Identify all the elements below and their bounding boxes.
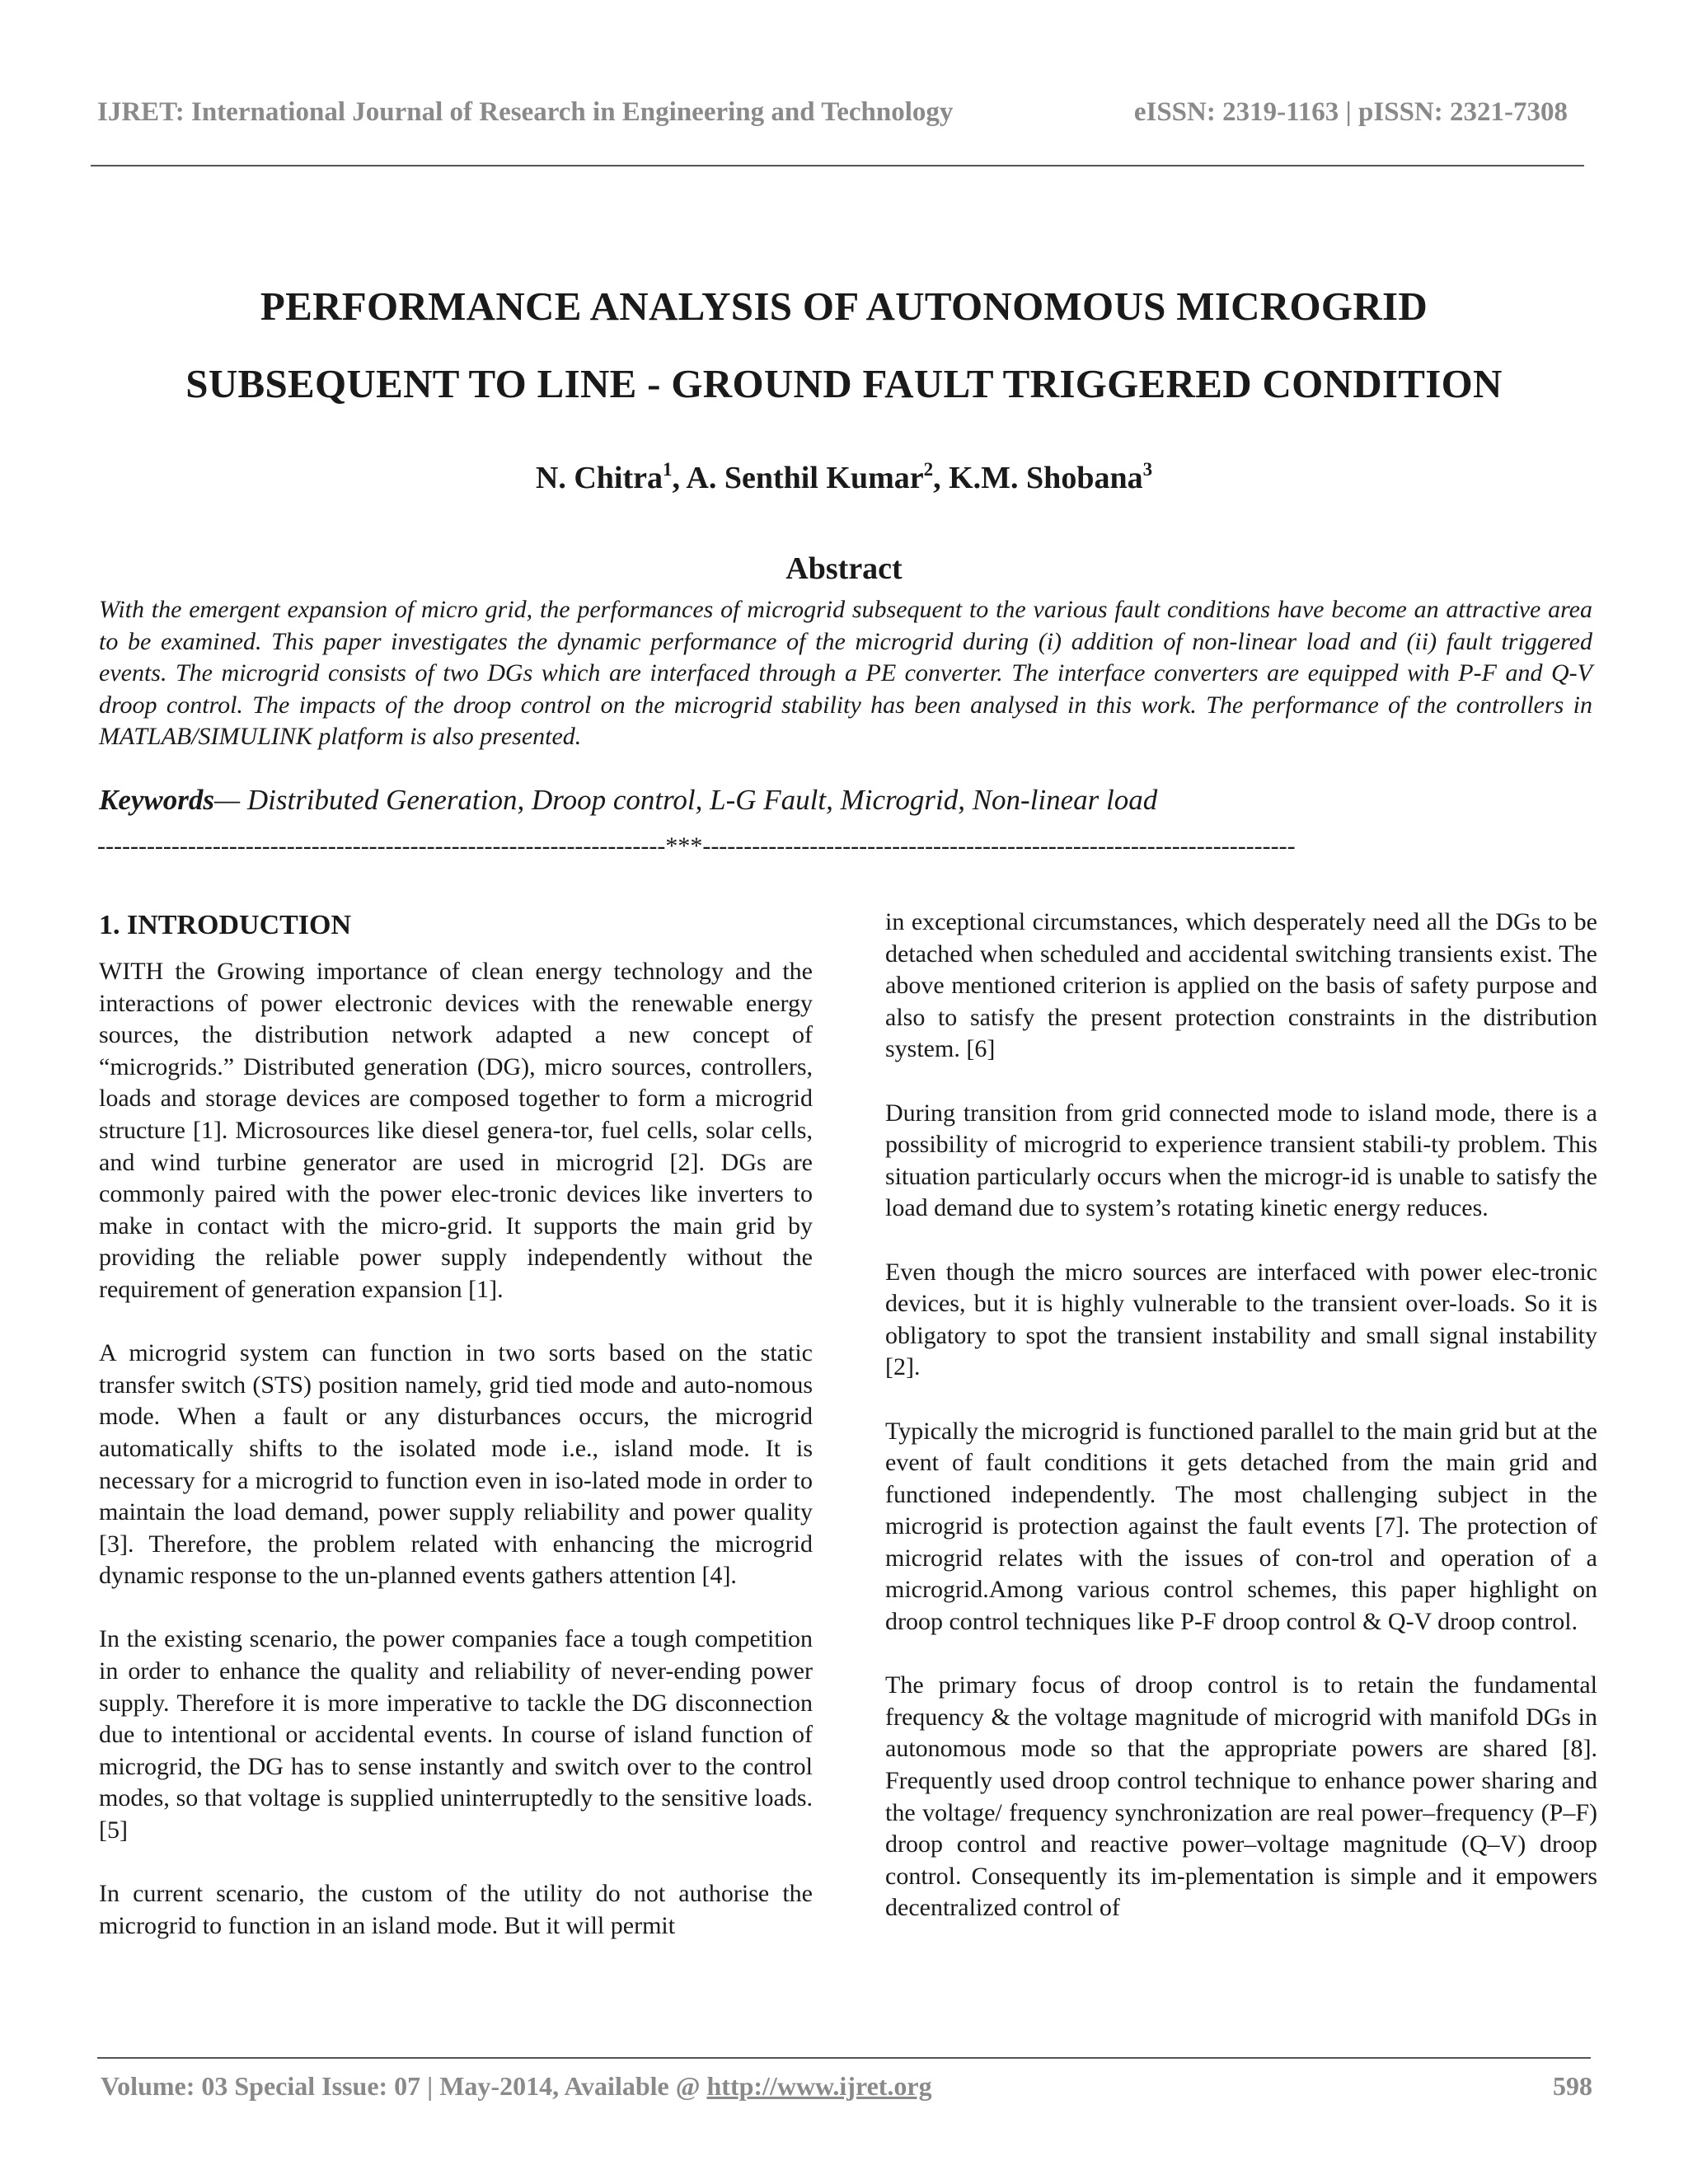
keywords-label: Keywords: [99, 784, 214, 816]
paragraph: in exceptional circumstances, which desperately need all the DGs to be detached when scheduled and accidental switching transients exist. The above mentioned criterion is applied on the basis of safety purpose and also to satisfy the present protection constraints in the distribution system. [6]: [885, 908, 1597, 1063]
paragraph: Typically the microgrid is functioned parallel to the main grid but at the event of fault conditions it gets detached from the main grid and functioned independently. The most challenging subject in the microgrid is protection against the fault events [7]. The protection of microgrid relates with the issues of con-trol and operation of a microgrid.Among various control schemes, this paper highlight on droop control techniques like P-F droop control & Q-V droop control.: [885, 1417, 1597, 1636]
paragraph: Even though the micro sources are interfaced with power elec-tronic devices, but it is highly vulnerable to the transient over-loads. So it is obligatory to spot the transient instability and small signal instability [2].: [885, 1258, 1597, 1381]
author-name: N. Chitra: [535, 461, 663, 495]
author-separator: ,: [672, 461, 687, 495]
paragraph: WITH the Growing importance of clean energy technology and the interactions of power electronic devices with the renewable energy sources, the distribution network adapted a new concept of “microgrids.” Distributed generation (DG), micro sources, controllers, loads and storage devices are composed together to form a microgrid structure [1]. Microsources like diesel genera-tor, fuel cells, solar cells, and wind turbine generator are used in microgrid [2]. DGs are commonly paired with the power elec-tronic devices like inverters to make in contact with the micro-grid. It supports the main grid by providing the reliable power supply independently without the requirement of generation expansion [1].: [99, 958, 813, 1303]
page-number: 598: [1553, 2071, 1592, 2101]
paragraph: The primary focus of droop control is to retain the fundamental frequency & the voltage magnitude of microgrid with manifold DGs in autonomous mode so that the appropriate powers are shared [8]. Frequently used droop control technique to enhance power sharing and the voltage/ frequency synchronization are real power–frequency (P–F) droop control and reactive power–voltage magnitude (Q–V) droop control. Consequently its im-plementation is simple and it empowers decentralized control of: [885, 1671, 1597, 1922]
author-name: K.M. Shobana: [949, 461, 1143, 495]
page-footer: [101, 2071, 1592, 2112]
author-affiliation: 3: [1142, 459, 1153, 480]
author-name: A. Senthil Kumar: [686, 461, 924, 495]
footer-divider: [97, 2057, 1591, 2059]
title-line-1: PERFORMANCE ANALYSIS OF AUTONOMOUS MICROGRID: [260, 284, 1428, 329]
keywords: [99, 784, 1592, 817]
section-separator: ---------------------------------------------------------------------***------------------------------------------------------------------------: [97, 832, 1296, 860]
header-divider: [91, 165, 1584, 166]
author-affiliation: 1: [663, 459, 673, 480]
author-affiliation: 2: [923, 459, 934, 480]
paragraph: During transition from grid connected mode to island mode, there is a possibility of microgrid to experience transient stabili-ty problem. This situation particularly occurs when the microgr-id is unable to satisfy the load demand due to system’s rotating kinetic energy reduces.: [885, 1099, 1597, 1222]
abstract-text: With the emergent expansion of micro grid, the performances of microgrid subsequent to the various fault conditions have become an attractive area to be examined. This paper investigates the dynamic performance of the microgrid during (i) addition of non-linear load and (ii) fault triggered events. The microgrid consists of two DGs which are interfaced through a PE converter. The interface converters are equipped with P-F and Q-V droop control. The impacts of the droop control on the microgrid stability has been analysed in this work. The performance of the controllers in MATLAB/SIMULINK platform is also presented.: [99, 596, 1592, 750]
section-heading: 1. INTRODUCTION: [99, 910, 352, 940]
right-column: [885, 907, 1597, 1957]
keywords-text: — Distributed Generation, Droop control, L-G Fault, Microgrid, Non-linear load: [214, 784, 1158, 816]
volume-text: Volume: 03 Special Issue: 07 | May-2014, Available @: [101, 2071, 707, 2101]
paper-title: [82, 268, 1606, 423]
issn-info: eISSN: 2319-1163 | pISSN: 2321-7308: [1133, 97, 1568, 127]
paragraph: In current scenario, the custom of the utility do not authorise the microgrid to function in an island mode. But it will permit: [99, 1880, 813, 1939]
left-column: [99, 907, 813, 1974]
volume-info: [101, 2071, 932, 2102]
author-separator: ,: [933, 461, 950, 495]
paragraph: In the existing scenario, the power companies face a tough competition in order to enhance the quality and reliability of never-ending power supply. Therefore it is more imperative to tackle the DG disconnection due to intentional or accidental events. In course of island function of microgrid, the DG has to sense instantly and switch over to the control modes, so that voltage is supplied uninterruptedly to the sensitive loads. [5]: [99, 1625, 813, 1844]
title-line-2: SUBSEQUENT TO LINE - GROUND FAULT TRIGGERED CONDITION: [185, 361, 1503, 406]
author-list: [0, 460, 1688, 496]
paragraph: A microgrid system can function in two sorts based on the static transfer switch (STS) position namely, grid tied mode and auto-nomous mode. When a fault or any disturbances occurs, the microgrid automatically shifts to the isolated mode i.e., island mode. It is necessary for a microgrid to function even in iso-lated mode in order to maintain the load demand, power supply reliability and power quality [3]. Therefore, the problem related with enhancing the microgrid dynamic response to the un-planned events gathers attention [4].: [99, 1339, 813, 1590]
page-header: [97, 97, 1591, 138]
abstract-heading: Abstract: [785, 551, 903, 586]
journal-name: IJRET: International Journal of Research in Engineering and Technology: [97, 97, 954, 127]
journal-link[interactable]: http://www.ijret.org: [706, 2071, 932, 2101]
